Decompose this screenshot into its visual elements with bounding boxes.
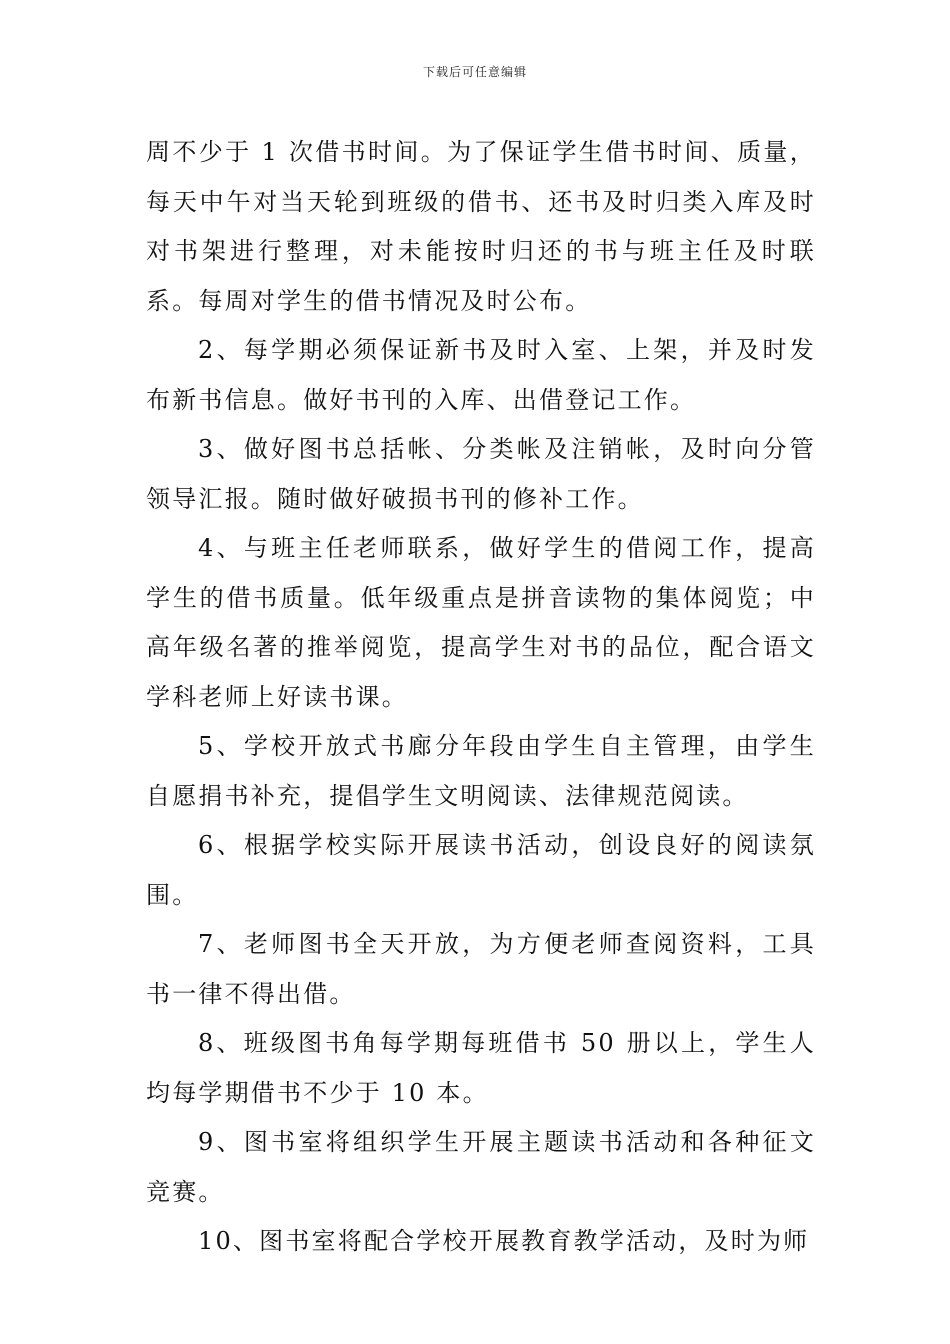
paragraph: 周不少于 1 次借书时间。为了保证学生借书时间、质量，每天中午对当天轮到班级的借书、还书及时归类入库及时对书架进行整理，对未能按时归还的书与班主任及时联系。每周对学生的借书情况及时公布。 <box>146 138 816 315</box>
paragraph: 9、图书室将组织学生开展主题读书活动和各种征文竞赛。 <box>146 1128 816 1206</box>
paragraph: 6、根据学校实际开展读书活动，创设良好的阅读氛围。 <box>146 831 816 909</box>
paragraph: 2、每学期必须保证新书及时入室、上架，并及时发布新书信息。做好书刊的入库、出借登记工作。 <box>146 336 816 414</box>
document-body <box>146 128 816 1267</box>
page-header: 下载后可任意编辑 <box>422 65 527 79</box>
paragraph: 4、与班主任老师联系，做好学生的借阅工作，提高学生的借书质量。低年级重点是拼音读物的集体阅览；中高年级名著的推举阅览，提高学生对书的品位，配合语文学科老师上好读书课。 <box>146 534 816 711</box>
paragraph: 8、班级图书角每学期每班借书 50 册以上，学生人均每学期借书不少于 10 本。 <box>146 1029 816 1107</box>
paragraph: 5、学校开放式书廊分年段由学生自主管理，由学生自愿捐书补充，提倡学生文明阅读、法律规范阅读。 <box>146 732 816 810</box>
paragraph: 3、做好图书总括帐、分类帐及注销帐，及时向分管领导汇报。随时做好破损书刊的修补工作。 <box>146 435 816 513</box>
paragraph: 10、图书室将配合学校开展教育教学活动，及时为师 <box>198 1227 810 1255</box>
paragraph: 7、老师图书全天开放，为方便老师查阅资料，工具书一律不得出借。 <box>146 930 816 1008</box>
